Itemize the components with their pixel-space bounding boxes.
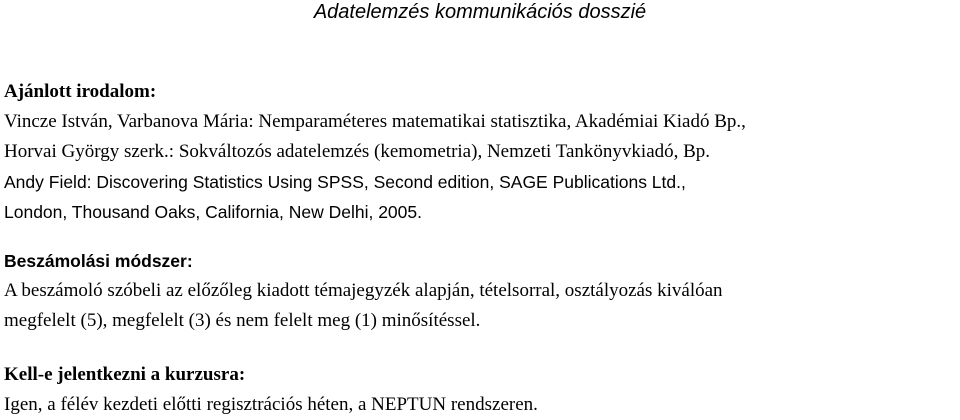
literature-line: Vincze István, Varbanova Mária: Nemparaméteres matematikai statisztika, Akadémiai Kiadó Bp., (4, 111, 746, 132)
literature-line: Horvai György szerk.: Sokváltozós adatelemzés (kemometria), Nemzeti Tankönyvkiadó, Bp. (4, 141, 711, 162)
literature-heading: Ajánlott irodalom: (4, 81, 157, 102)
enrollment-line: Igen, a félév kezdeti előtti regisztrációs héten, a NEPTUN rendszeren. (4, 394, 538, 415)
enrollment-heading: Kell-e jelentkezni a kurzusra: (4, 364, 246, 385)
assessment-section (4, 246, 956, 336)
assessment-line: megfelelt (5), megfelelt (3) és nem felelt meg (1) minősítéssel. (4, 310, 481, 331)
document-header (0, 0, 960, 26)
literature-line: London, Thousand Oaks, California, New Delhi, 2005. (4, 202, 422, 222)
assessment-line: A beszámoló szóbeli az előzőleg kiadott témajegyzék alapján, tételsorral, osztályozás kiválóan (4, 280, 723, 301)
enrollment-section (4, 360, 956, 420)
literature-section (4, 77, 956, 227)
literature-line: Andy Field: Discovering Statistics Using SPSS, Second edition, SAGE Publications Ltd., (4, 172, 686, 192)
document-title: Adatelemzés kommunikációs dosszié (313, 1, 647, 23)
assessment-heading: Beszámolási módszer: (4, 251, 193, 271)
